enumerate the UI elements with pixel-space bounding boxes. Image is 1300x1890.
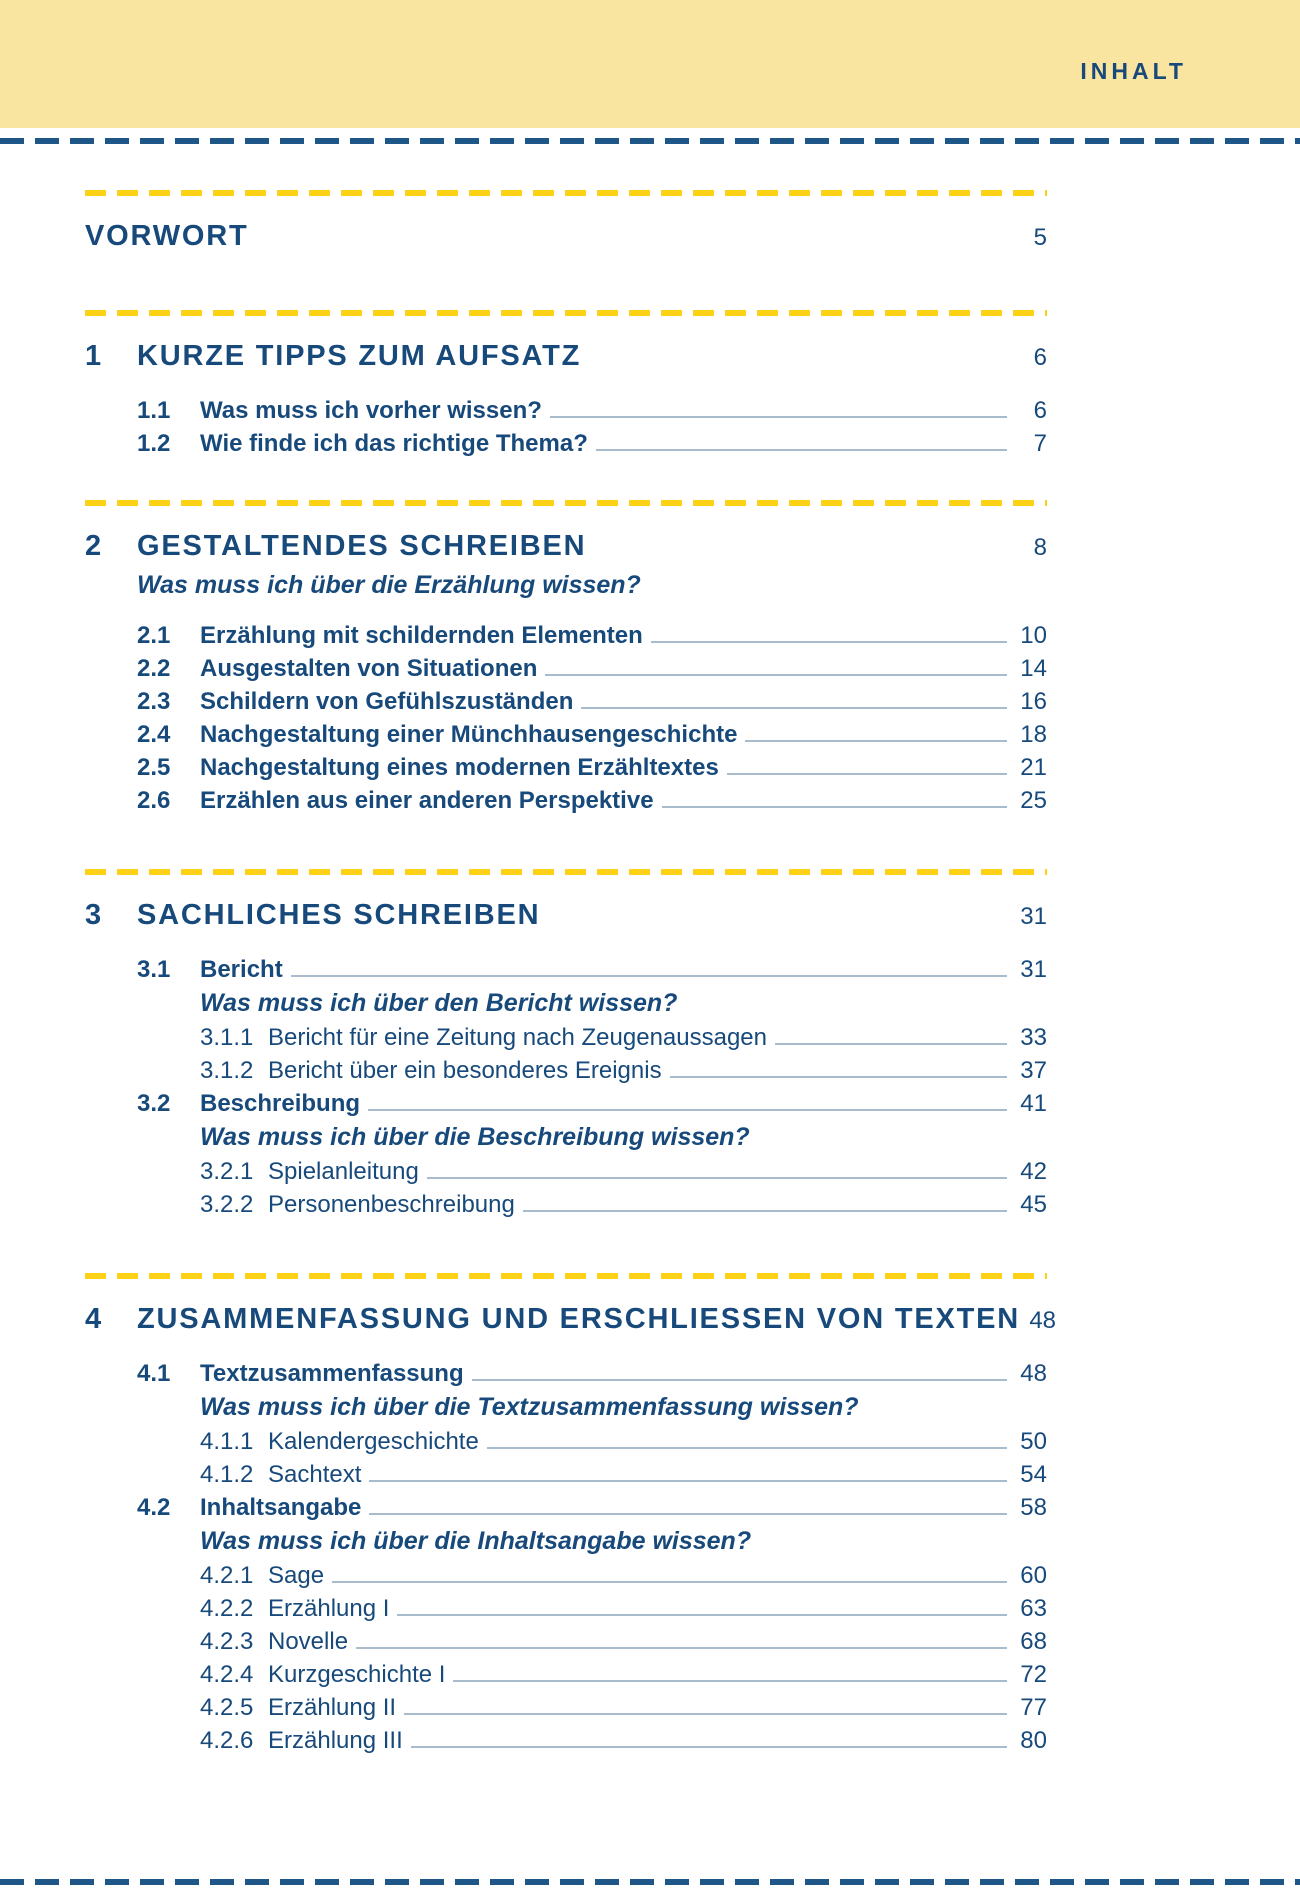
toc: [85, 190, 1057, 1757]
toc-entry-row: [85, 751, 1047, 784]
entry-label: Novelle: [268, 1628, 349, 1655]
entry-subtitle: Was muss ich über die Textzusammenfassung wissen?: [200, 1393, 859, 1421]
leader-line: [662, 806, 1007, 808]
section-separator-rule: [85, 190, 1047, 196]
entry-page-number: 42: [1020, 1158, 1047, 1185]
section-number: 2: [85, 530, 103, 562]
entry-page-number: 31: [1020, 956, 1047, 983]
entry-label: Wie finde ich das richtige Thema?: [200, 430, 588, 457]
entry-page-number: 48: [1020, 1360, 1047, 1387]
leader-line: [453, 1680, 1007, 1682]
toc-entry-row: [85, 1425, 1047, 1458]
entry-page-number: 37: [1020, 1057, 1047, 1084]
entry-number: 4.2: [137, 1494, 171, 1521]
entry-label: Erzählung II: [268, 1694, 397, 1721]
section-number: 4: [85, 1303, 103, 1335]
entry-page-number: 25: [1020, 787, 1047, 814]
entry-number: 3.2.2: [200, 1191, 254, 1218]
entry-page-number: 72: [1020, 1661, 1047, 1688]
page-title: INHALT: [1080, 57, 1187, 84]
bottom-dashed-rule: [0, 1879, 1300, 1885]
entry-number: 4.2.5: [200, 1694, 254, 1721]
entry-page-number: 10: [1020, 622, 1047, 649]
leader-line: [332, 1581, 1007, 1583]
leader-line: [727, 773, 1007, 775]
entry-number: 1.1: [137, 397, 171, 424]
section-separator-rule: [85, 1273, 1047, 1279]
entry-label: Was muss ich vorher wissen?: [200, 397, 542, 424]
entry-number: 3.1.1: [200, 1024, 254, 1051]
toc-entry-row: [85, 1724, 1047, 1757]
entry-page-number: 14: [1020, 655, 1047, 682]
toc-entry-row: [85, 1054, 1047, 1087]
entry-page-number: 7: [1033, 430, 1047, 457]
toc-entry-row: [85, 1658, 1047, 1691]
entry-page-number: 6: [1033, 397, 1047, 424]
entry-page-number: 16: [1020, 688, 1047, 715]
entry-number: 2.6: [137, 787, 171, 814]
leader-line: [369, 1513, 1007, 1515]
section-separator-rule: [85, 869, 1047, 875]
toc-entry-row: [85, 1625, 1047, 1658]
toc-section: [85, 869, 1047, 1221]
section-entries: [85, 953, 1047, 1221]
entry-label: Erzählen aus einer anderen Perspektive: [200, 787, 654, 814]
entry-subtitle: Was muss ich über die Beschreibung wissen?: [200, 1123, 750, 1151]
toc-entry-row: [85, 1021, 1047, 1054]
entry-page-number: 50: [1020, 1428, 1047, 1455]
toc-entry-row: [85, 1559, 1047, 1592]
toc-section: [85, 310, 1047, 460]
section-title: GESTALTENDES SCHREIBEN: [137, 530, 587, 562]
leader-line: [545, 674, 1007, 676]
section-subtitle: Was muss ich über die Erzählung wissen?: [137, 571, 641, 599]
entry-label: Bericht über ein besonderes Ereignis: [268, 1057, 662, 1084]
entry-label: Textzusammenfassung: [200, 1360, 464, 1387]
toc-entry-row: [85, 1357, 1047, 1390]
section-separator-rule: [85, 310, 1047, 316]
leader-line: [397, 1614, 1007, 1616]
section-page-number: 8: [1033, 534, 1047, 561]
entry-number: 3.1: [137, 956, 171, 983]
entry-subtitle: Was muss ich über den Bericht wissen?: [200, 989, 678, 1017]
entry-page-number: 18: [1020, 721, 1047, 748]
entry-number: 2.2: [137, 655, 171, 682]
toc-entry-row: [85, 784, 1047, 817]
entry-number: 4.2.2: [200, 1595, 254, 1622]
section-heading-row: [85, 895, 1047, 937]
section-number: 3: [85, 899, 103, 931]
entry-number: 2.3: [137, 688, 171, 715]
leader-line: [523, 1210, 1007, 1212]
leader-line: [472, 1379, 1007, 1381]
entry-label: Kalendergeschichte: [268, 1428, 479, 1455]
entry-page-number: 45: [1020, 1191, 1047, 1218]
toc-section: [85, 500, 1047, 817]
toc-entry-row: [85, 1458, 1047, 1491]
section-page-number: 6: [1033, 344, 1047, 371]
section-title: SACHLICHES SCHREIBEN: [137, 899, 541, 931]
toc-entry-row: [85, 953, 1047, 986]
section-page-number: 5: [1033, 224, 1047, 251]
entry-label: Erzählung mit schildernden Elementen: [200, 622, 643, 649]
toc-entry-row: [85, 652, 1047, 685]
entry-label: Erzählung I: [268, 1595, 390, 1622]
leader-line: [369, 1480, 1007, 1482]
entry-label: Sachtext: [268, 1461, 362, 1488]
leader-line: [775, 1043, 1007, 1045]
toc-entry-row: [85, 1491, 1047, 1524]
leader-line: [404, 1713, 1007, 1715]
toc-entry-row: [85, 1087, 1047, 1120]
toc-entry-row: [85, 1188, 1047, 1221]
toc-entry-row: [85, 1691, 1047, 1724]
toc-entry-row: [85, 1592, 1047, 1625]
section-heading-row: [85, 216, 1047, 258]
top-dashed-rule: [0, 138, 1300, 144]
entry-label: Erzählung III: [268, 1727, 403, 1754]
entry-number: 3.2.1: [200, 1158, 254, 1185]
entry-number: 2.1: [137, 622, 171, 649]
leader-line: [356, 1647, 1007, 1649]
toc-entry-row: [85, 1155, 1047, 1188]
entry-page-number: 80: [1020, 1727, 1047, 1754]
toc-section: [85, 190, 1047, 258]
entry-label: Bericht: [200, 956, 283, 983]
entry-number: 2.5: [137, 754, 171, 781]
section-entries: [85, 394, 1047, 460]
section-heading-row: [85, 1299, 1057, 1341]
entry-number: 3.2: [137, 1090, 171, 1117]
toc-entry-row: [85, 718, 1047, 751]
section-separator-rule: [85, 500, 1047, 506]
entry-number: 3.1.2: [200, 1057, 254, 1084]
entry-label: Inhaltsangabe: [200, 1494, 362, 1521]
leader-line: [411, 1746, 1007, 1748]
section-page-number: 48: [1029, 1307, 1057, 1334]
entry-number: 4.2.6: [200, 1727, 254, 1754]
entry-label: Spielanleitung: [268, 1158, 419, 1185]
entry-number: 4.1: [137, 1360, 171, 1387]
entry-label: Sage: [268, 1562, 325, 1589]
page-header-band: [0, 0, 1300, 128]
section-entries: [85, 1357, 1047, 1757]
leader-line: [581, 707, 1007, 709]
entry-label: Nachgestaltung einer Münchhausengeschichte: [200, 721, 738, 748]
toc-entry-row: [85, 619, 1047, 652]
entry-page-number: 41: [1020, 1090, 1047, 1117]
entry-number: 4.1.1: [200, 1428, 254, 1455]
entry-number: 1.2: [137, 430, 171, 457]
section-entries: [85, 619, 1047, 817]
entry-label: Nachgestaltung eines modernen Erzähltextes: [200, 754, 719, 781]
section-number: 1: [85, 340, 103, 372]
entry-label: Bericht für eine Zeitung nach Zeugenaussagen: [268, 1024, 767, 1051]
entry-number: 4.2.1: [200, 1562, 254, 1589]
leader-line: [550, 416, 1007, 418]
section-heading-row: [85, 526, 1047, 568]
entry-page-number: 21: [1020, 754, 1047, 781]
entry-number: 4.2.4: [200, 1661, 254, 1688]
entry-label: Beschreibung: [200, 1090, 361, 1117]
leader-line: [487, 1447, 1007, 1449]
entry-page-number: 77: [1020, 1694, 1047, 1721]
entry-label: Ausgestalten von Situationen: [200, 655, 538, 682]
section-page-number: 31: [1020, 903, 1047, 930]
entry-page-number: 60: [1020, 1562, 1047, 1589]
entry-page-number: 68: [1020, 1628, 1047, 1655]
leader-line: [368, 1109, 1007, 1111]
entry-subtitle: Was muss ich über die Inhaltsangabe wissen?: [200, 1527, 752, 1555]
entry-number: 4.2.3: [200, 1628, 254, 1655]
section-title: VORWORT: [85, 220, 249, 252]
leader-line: [596, 449, 1007, 451]
toc-entry-row: [85, 427, 1047, 460]
leader-line: [670, 1076, 1007, 1078]
leader-line: [291, 975, 1007, 977]
entry-number: 4.1.2: [200, 1461, 254, 1488]
section-title: ZUSAMMENFASSUNG UND ERSCHLIESSEN VON TEXTEN: [137, 1303, 1021, 1335]
entry-label: Kurzgeschichte I: [268, 1661, 446, 1688]
entry-page-number: 63: [1020, 1595, 1047, 1622]
entry-label: Personenbeschreibung: [268, 1191, 515, 1218]
toc-section: [85, 1273, 1057, 1757]
section-heading-row: [85, 336, 1047, 378]
leader-line: [651, 641, 1007, 643]
toc-entry-row: [85, 685, 1047, 718]
entry-page-number: 58: [1020, 1494, 1047, 1521]
toc-entry-row: [85, 394, 1047, 427]
entry-label: Schildern von Gefühlszuständen: [200, 688, 574, 715]
leader-line: [745, 740, 1007, 742]
leader-line: [427, 1177, 1007, 1179]
section-title: KURZE TIPPS ZUM AUFSATZ: [137, 340, 582, 372]
entry-page-number: 33: [1020, 1024, 1047, 1051]
entry-number: 2.4: [137, 721, 171, 748]
entry-page-number: 54: [1020, 1461, 1047, 1488]
